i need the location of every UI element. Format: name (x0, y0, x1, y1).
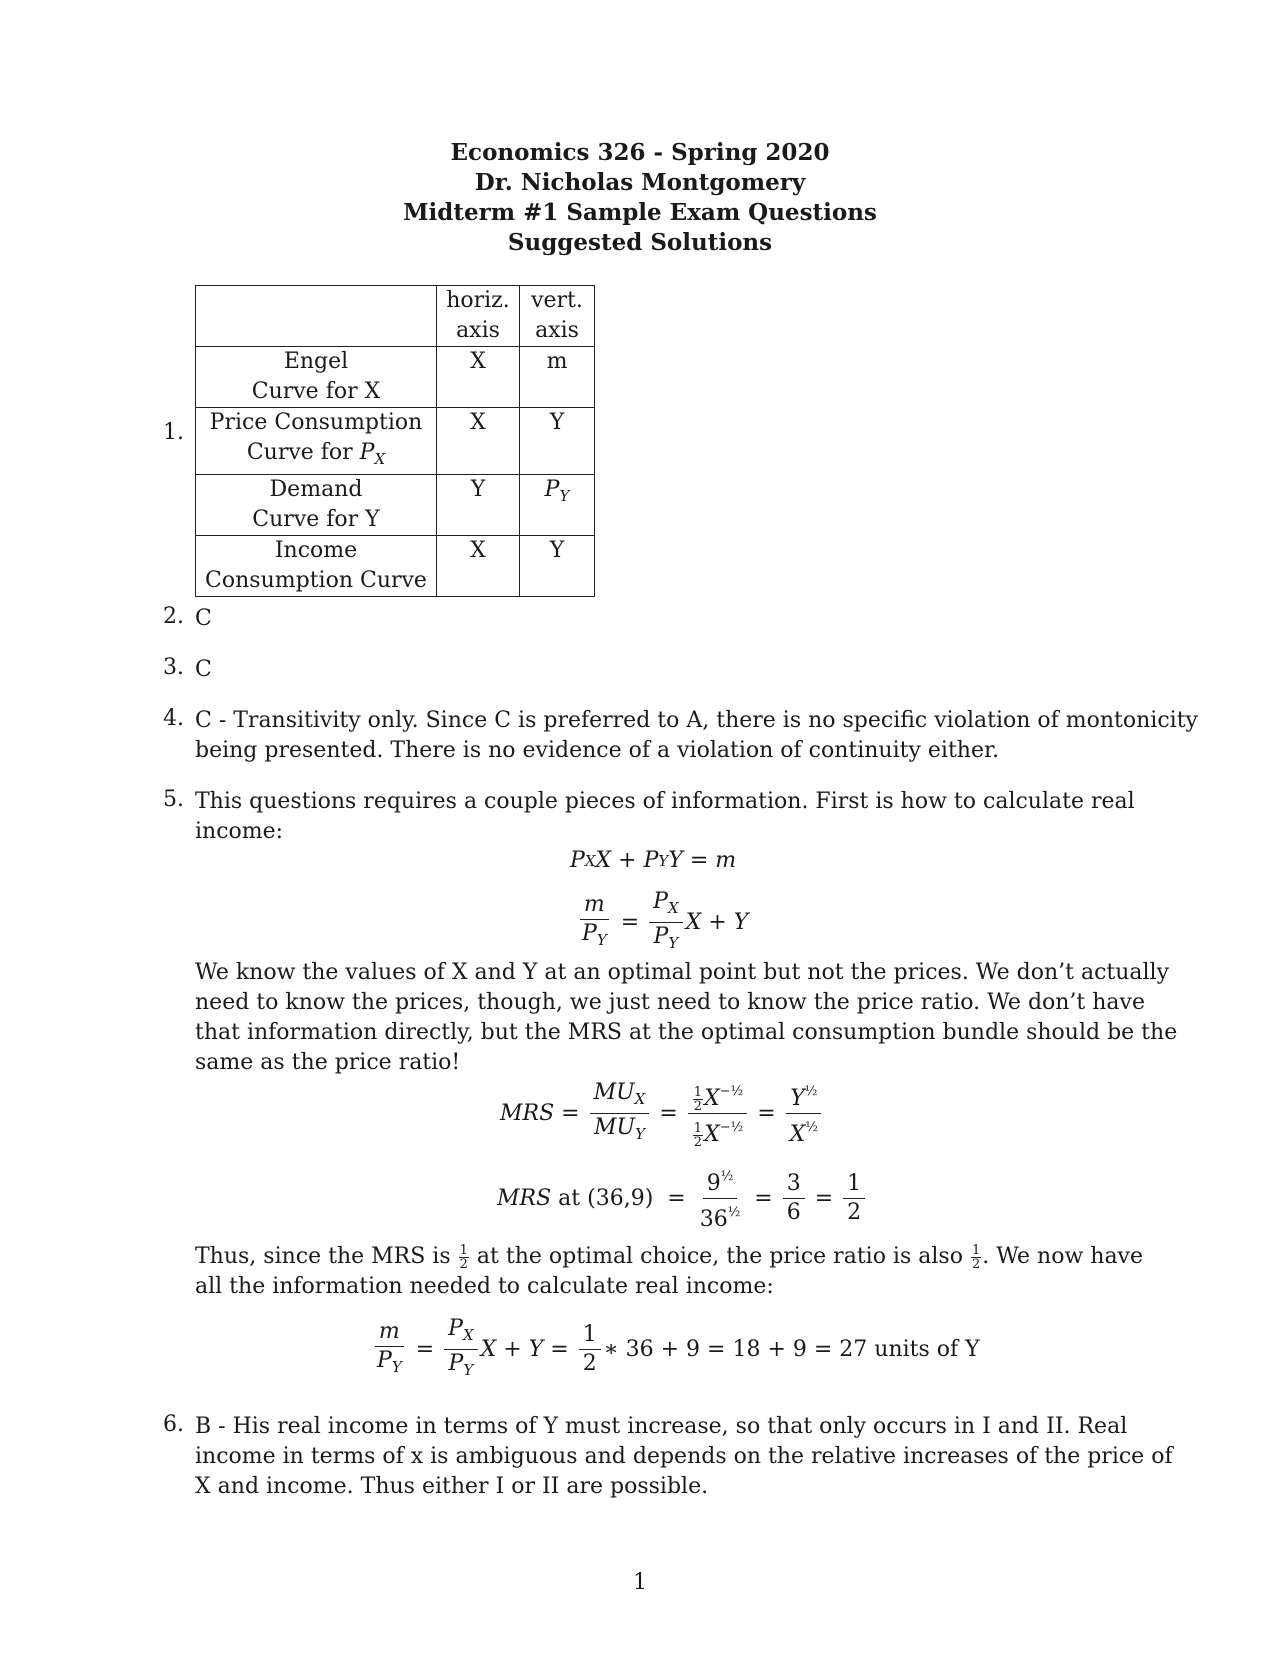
table-row: Price Consumption Curve for $P_X$ X Y (196, 408, 595, 475)
q1-number: 1. (163, 420, 184, 445)
document-header (0, 138, 1280, 258)
document-subtitle: Suggested Solutions (507, 229, 773, 256)
q4-answer: C - Transitivity only. Since C is preferred to A, there is no specific violation of montonicity being presented. There is no evidence of a violation of continuity either. (195, 708, 1198, 763)
budget-equation: P X X + P Y Y = m (570, 848, 737, 873)
q5-intro: This questions requires a couple pieces of information. First is how to calculate real income: (195, 789, 1135, 844)
curves-table (195, 285, 595, 597)
column-header-vertical: vert. axis (520, 286, 595, 347)
table-row: Income Consumption Curve X Y (196, 536, 595, 597)
page-number: 1 (633, 1570, 647, 1595)
mrs-equation: MRS = $\frac{MU_X}{MU_Y}$ = $\frac{1}{2}$ $X^{-\frac{1}{2}}$ $\frac{1}{2}$ $X^{-\frac{1}{2}}$ = $\frac{Y^{\frac{1}{2}}}{X^{\frac{1}{2}}}$ (500, 1078, 825, 1149)
course-title: Economics 326 - Spring 2020 (450, 139, 830, 166)
mrs-at-point-equation: MRS at (36,9) = $\frac{9^{\frac{1}{2}}}{36^{\frac{1}{2}}}$ = $\frac{3}{6}$ = $\frac{1}{2}$ (497, 1163, 868, 1234)
q3-number: 3. (163, 655, 184, 680)
q6-number: 6. (163, 1412, 184, 1437)
q5-number: 5. (163, 787, 184, 812)
table-row: Demand Curve for Y Y $P_Y$ (196, 475, 595, 536)
q3-answer: C (195, 657, 212, 682)
q4-number: 4. (163, 706, 184, 731)
column-header-horizontal: horiz. axis (437, 286, 520, 347)
table-row: Engel Curve for X X m (196, 347, 595, 408)
real-income-equation: $\frac{m}{P_Y}$ = $\frac{P_X}{P_Y}$ X + Y (575, 888, 748, 957)
q2-answer: C (195, 606, 212, 631)
instructor-name: Dr. Nicholas Montgomery (474, 169, 806, 196)
q5-conclusion: Thus, since the MRS is $\frac{1}{2}$ at the optimal choice, the price ratio is also $\frac{1}{2}$ . We now have all the information needed to calculate real income: (195, 1242, 1144, 1299)
table-header-row (196, 286, 595, 347)
q2-number: 2. (163, 604, 184, 629)
q6-answer: B - His real income in terms of Y must increase, so that only occurs in I and II. Real income in terms of x is ambiguous and depends on the relative increases of the price of X and income. Thus either I or II are possible. (195, 1414, 1173, 1499)
q5-explanation: We know the values of X and Y at an optimal point but not the prices. We don’t actually need to know the prices, though, we just need to know the price ratio. We don’t have that information directly, but the MRS at the optimal consumption bundle should be the same as the price ratio! (195, 960, 1178, 1075)
final-real-income-equation: $\frac{m}{P_Y}$ = $\frac{P_X}{P_Y}$ X + Y = $\frac{1}{2}$ ∗ 36 + 9 = 18 + 9 = 27 units of Y (370, 1315, 980, 1384)
exam-title: Midterm #1 Sample Exam Questions (403, 199, 877, 226)
